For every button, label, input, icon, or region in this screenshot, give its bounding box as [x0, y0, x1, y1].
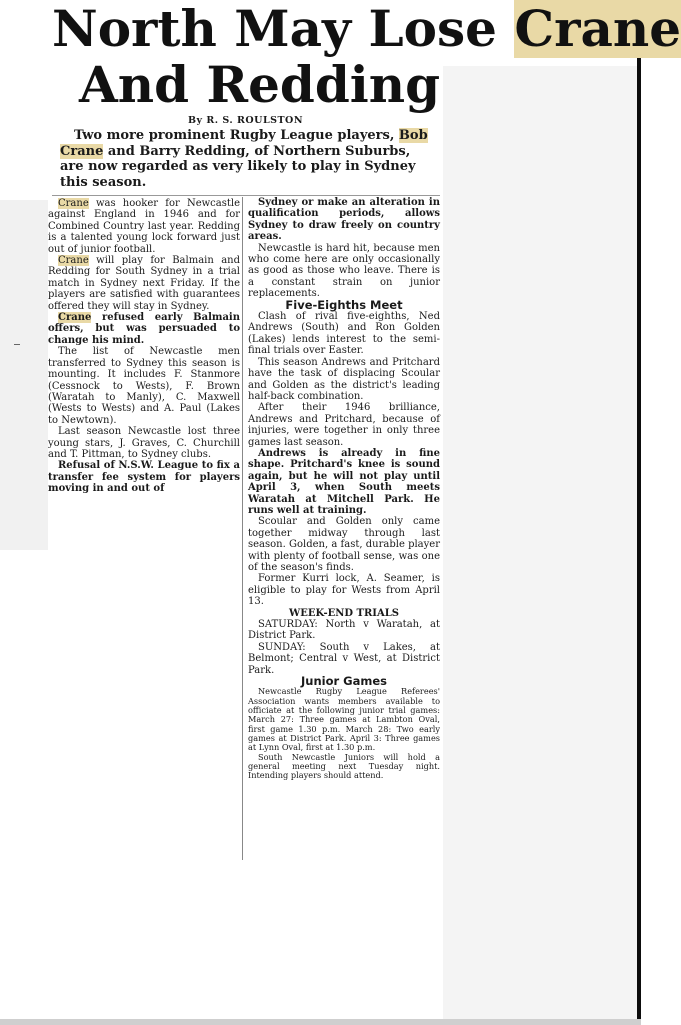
scan-mark [14, 344, 20, 345]
paragraph: Scoular and Golden only came together midway through last season. Golden, a fast, durable player with plenty of football sense, was one of the season's finds. [248, 516, 440, 573]
paragraph: Former Kurri lock, A. Seamer, is eligible to play for Wests from April 13. [248, 573, 440, 608]
paragraph: This season Andrews and Pritchard have the task of displacing Scoular and Golden as the district's leading half-back combination. [248, 356, 440, 402]
standfirst-text: Two more prominent Rugby League players, [74, 128, 399, 143]
column-divider [242, 197, 243, 860]
paragraph: Newcastle Rugby League Referees' Association wants members available to officiate at the following junior trial games: March 27: Three games at Lambton Oval, first game 1.30 p.m. March 28: Two early games at District Park. April 3: Three games at Lynn Oval, first at 1.30 p.m. [248, 686, 440, 753]
paragraph: SUNDAY: South v Lakes, at Belmont; Central v West, at District Park. [248, 641, 440, 676]
paragraph: After their 1946 brilliance, Andrews and Pritchard, because of injuries, were together in only three games last season. [248, 402, 440, 448]
paragraph-text: was hooker for Newcastle against England in 1946 and for Combined Country last year. Redding is a talented young lock forward just out of junior football. [48, 198, 240, 255]
scan-margin-right [443, 66, 637, 1021]
trials-heading: WEEK-END TRIALS [289, 607, 399, 619]
headline-line-1 [52, 0, 681, 58]
paragraph-text: will play for Balmain and Redding for South Sydney in a trial match in Sydney next Friday. If the players are satisfied with guarantees offered they will stay in Sydney. [48, 255, 240, 312]
subheading: Five-Eighths Meet [285, 297, 403, 312]
paragraph: Sydney or make an alteration in qualification periods, allows Sydney to draw freely on country areas. [248, 197, 440, 243]
paragraph-text: refused early Balmain offers, but was persuaded to change his mind. [48, 312, 240, 346]
scan-border-right [637, 0, 641, 1025]
paragraph: Newcastle is hard hit, because men who come here are only occasionally as good as those who leave. There is a constant strain on junior replacements. [248, 242, 440, 300]
headline-highlight: Crane [514, 0, 681, 58]
paragraph: Andrews is already in fine shape. Pritchard's knee is sound again, but he will not play until April 3, when South meets Waratah at Mitchell Park. He runs well at training. [248, 447, 440, 516]
divider [52, 195, 440, 196]
paragraph: Clash of rival five-eighths, Ned Andrews (South) and Ron Golden (Lakes) lends interest to the semi-final trials over Easter. [248, 311, 440, 357]
paragraph: Refusal of N.S.W. League to fix a transfer fee system for players moving in and out of [48, 460, 240, 495]
scan-margin-left [0, 200, 48, 550]
headline-line-2: And Redding [79, 55, 441, 114]
scan-border-bottom [0, 1019, 641, 1025]
article-column-2 [248, 197, 440, 780]
highlight: Crane [58, 312, 92, 324]
standfirst-highlight: Bob [398, 128, 428, 143]
small-print [248, 687, 440, 780]
standfirst [60, 128, 438, 190]
paragraph: South Newcastle Juniors will hold a general meeting next Tuesday night. Intending players should attend. [248, 751, 440, 781]
paragraph: The list of Newcastle men transferred to Sydney this season is mounting. It includes F. Stanmore (Cessnock to Wests), F. Brown (Waratah to Manly), C. Maxwell (Wests to Wests) and A. Paul (Lakes to Newtown). [48, 346, 240, 426]
paragraph: SATURDAY: North v Waratah, at District Park. [248, 619, 440, 642]
paragraph: Last season Newcastle lost three young stars, J. Graves, C. Churchill and T. Pittman, to Sydney clubs. [48, 426, 240, 460]
highlight: Crane [58, 255, 89, 267]
paragraph [48, 255, 240, 312]
highlight: Crane [58, 198, 89, 209]
article-column-1 [48, 198, 240, 550]
standfirst-highlight: Crane [60, 143, 104, 159]
headline-text: North May Lose [52, 0, 515, 58]
byline: By R. S. ROULSTON [187, 115, 304, 126]
paragraph [48, 198, 240, 255]
subheading: Junior Games [301, 674, 387, 689]
standfirst-text: and Barry Redding, of Northern Suburbs, are now regarded as very likely to play in Sydney this season. [60, 143, 416, 190]
paragraph [48, 312, 240, 346]
